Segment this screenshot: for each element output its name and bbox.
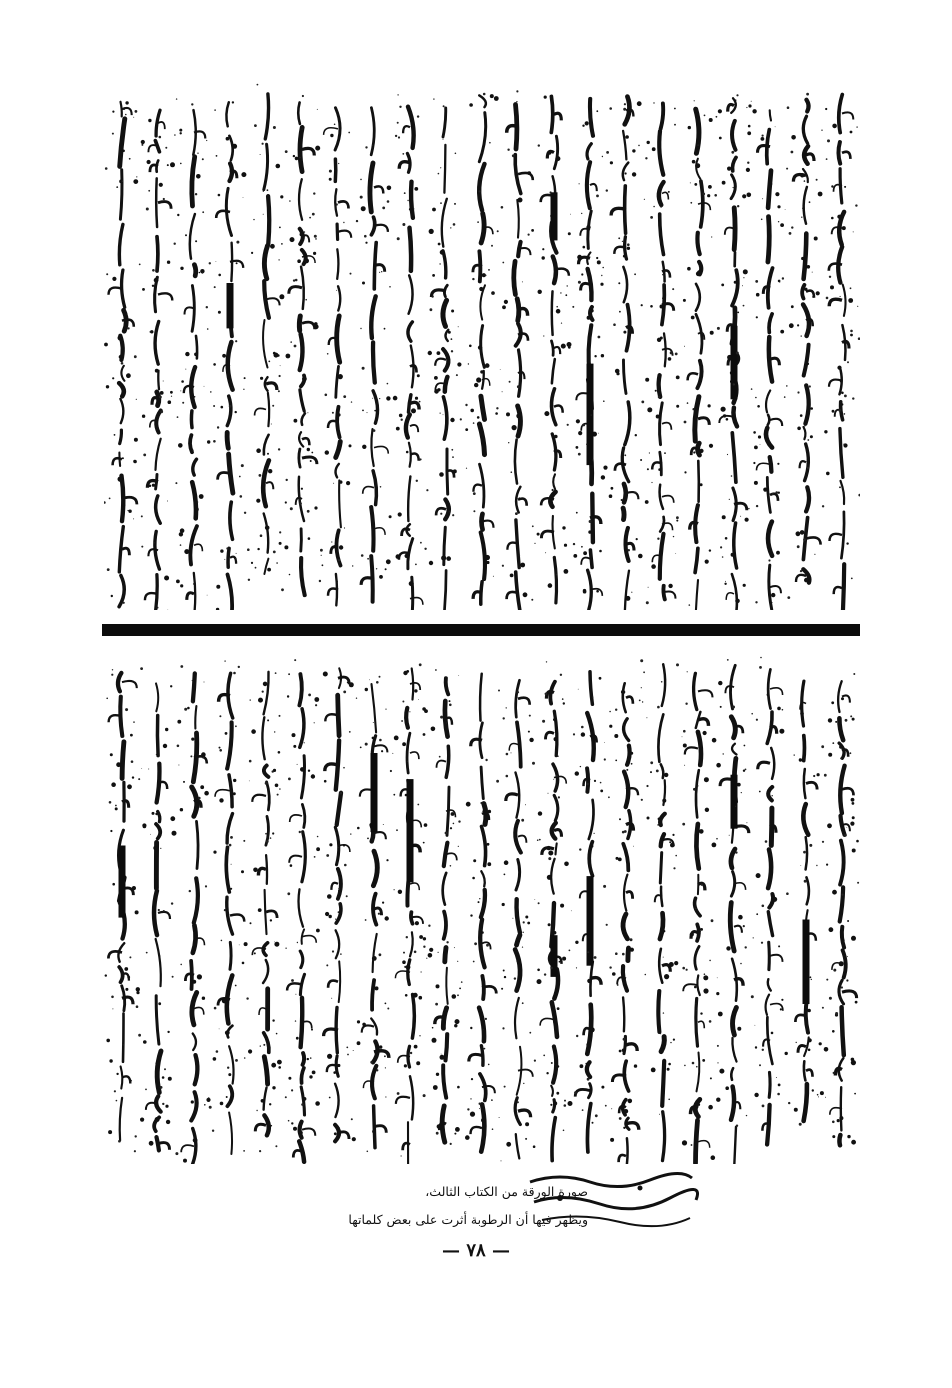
manuscript-image-top [104, 82, 860, 610]
page-number: — ٧٨ — [442, 1240, 510, 1261]
caption-line-2: ويظهر فيها أن الرطوبة أثرت على بعض كلماتها [348, 1212, 588, 1227]
script-strokes [105, 657, 860, 1164]
manuscript-script-top [104, 82, 860, 610]
caption [268, 1178, 588, 1234]
caption-line-1: صورة الورقة من الكتاب الثالث، [425, 1184, 588, 1199]
divider-bar [102, 624, 860, 636]
manuscript-script-bottom [104, 654, 860, 1164]
script-strokes [104, 84, 860, 610]
manuscript-image-bottom [104, 654, 860, 1164]
